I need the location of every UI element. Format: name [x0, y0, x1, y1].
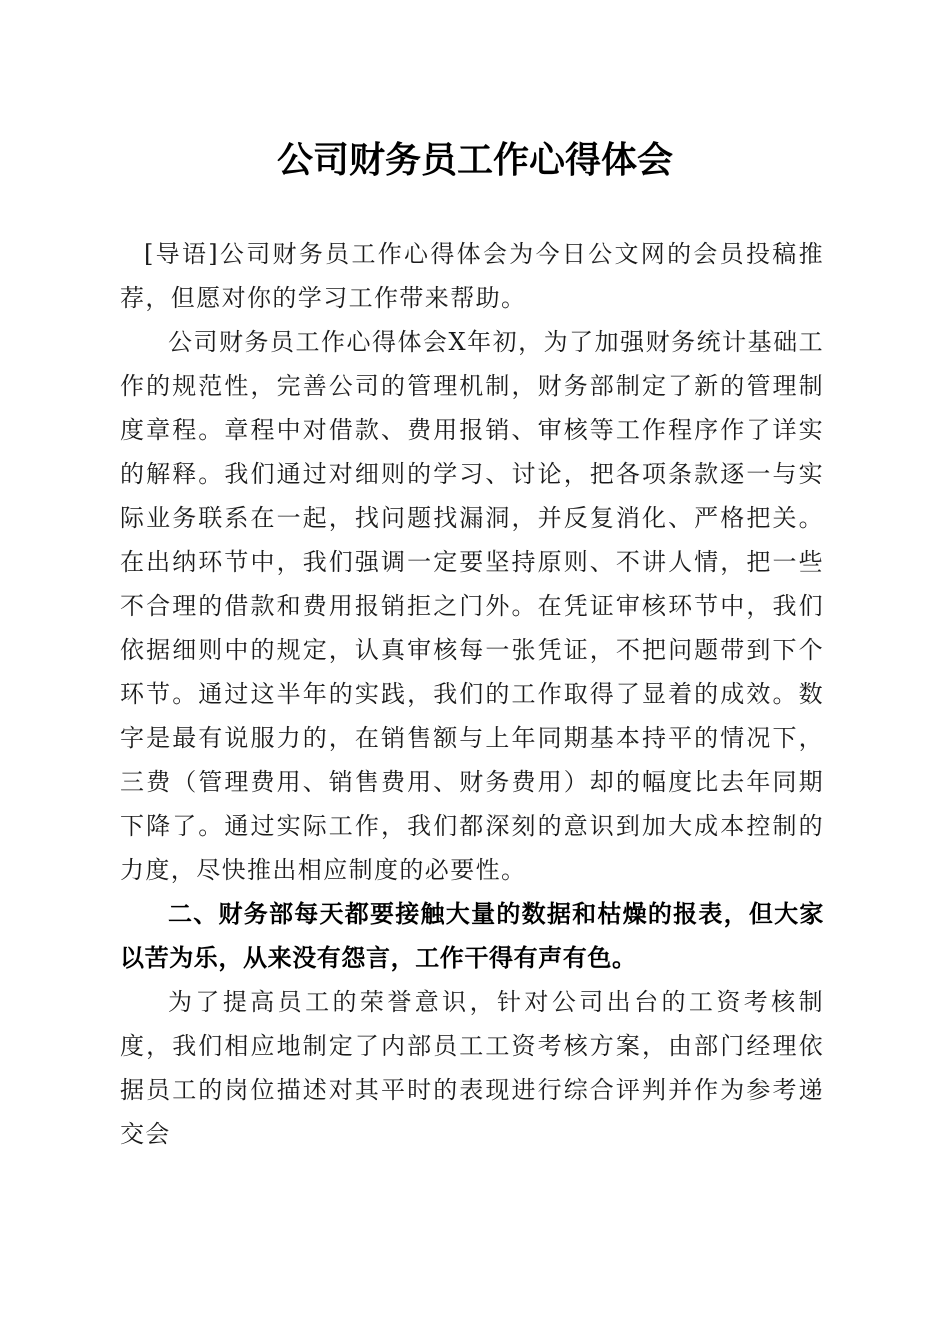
section-heading: 二、财务部每天都要接触大量的数据和枯燥的报表，但大家以苦为乐，从来没有怨言，工作干得有声有色。 — [120, 900, 824, 972]
intro-paragraph: [导语]公司财务员工作心得体会为今日公文网的会员投稿推荐，但愿对你的学习工作带来帮助。 — [120, 240, 824, 312]
body-paragraph: 公司财务员工作心得体会X年初，为了加强财务统计基础工作的规范性，完善公司的管理机制，财务部制定了新的管理制度章程。章程中对借款、费用报销、审核等工作程序作了详实的解释。我们通过对细则的学习、讨论，把各项条款逐一与实际业务联系在一起，找问题找漏洞，并反复消化、严格把关。在出纳环节中，我们强调一定要坚持原则、不讲人情，把一些不合理的借款和费用报销拒之门外。在凭证审核环节中，我们依据细则中的规定，认真审核每一张凭证，不把问题带到下个环节。通过这半年的实践，我们的工作取得了显着的成效。数字是最有说服力的，在销售额与上年同期基本持平的情况下，三费（管理费用、销售费用、财务费用）却的幅度比去年同期下降了。通过实际工作，我们都深刻的意识到加大成本控制的力度，尽快推出相应制度的必要性。 — [120, 328, 824, 884]
document-title: 公司财务员工作心得体会 — [276, 139, 673, 181]
document-body — [120, 232, 824, 1156]
body-paragraph: 为了提高员工的荣誉意识，针对公司出台的工资考核制度，我们相应地制定了内部员工工资考核方案，由部门经理依据员工的岗位描述对其平时的表现进行综合评判并作为参考递交会 — [120, 988, 824, 1148]
